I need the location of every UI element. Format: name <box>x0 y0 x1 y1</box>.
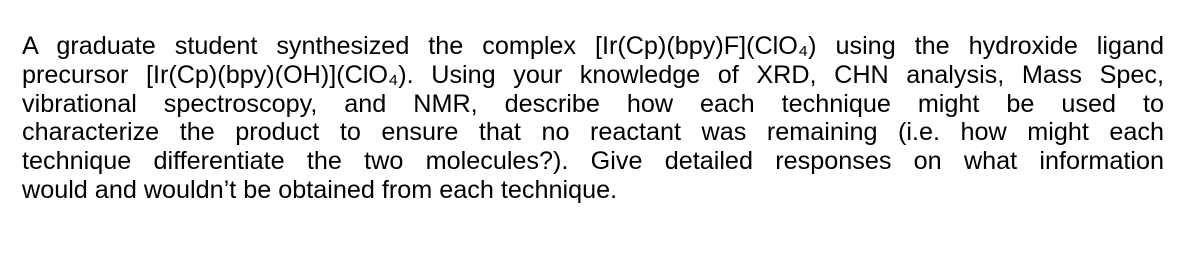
question-line-1: A graduate student synthesized the complex [Ir(Cp)(bpy)F](ClO₄) using the hydroxide ligand <box>22 32 1164 60</box>
question-line-5: technique differentiate the two molecules?). Give detailed responses on what information <box>22 147 1164 176</box>
question-line-3: vibrational spectroscopy, and NMR, describe how each technique might be used to <box>22 89 1164 118</box>
question-line-4: characterize the product to ensure that no reactant was remaining (i.e. how might each <box>22 118 1164 147</box>
question-line-6: would and wouldn’t be obtained from each technique. <box>22 175 618 204</box>
question-line-2: precursor [Ir(Cp)(bpy)(OH)](ClO₄). Using your knowledge of XRD, CHN analysis, Mass Spec, <box>22 60 1164 89</box>
question-text <box>22 32 1164 205</box>
